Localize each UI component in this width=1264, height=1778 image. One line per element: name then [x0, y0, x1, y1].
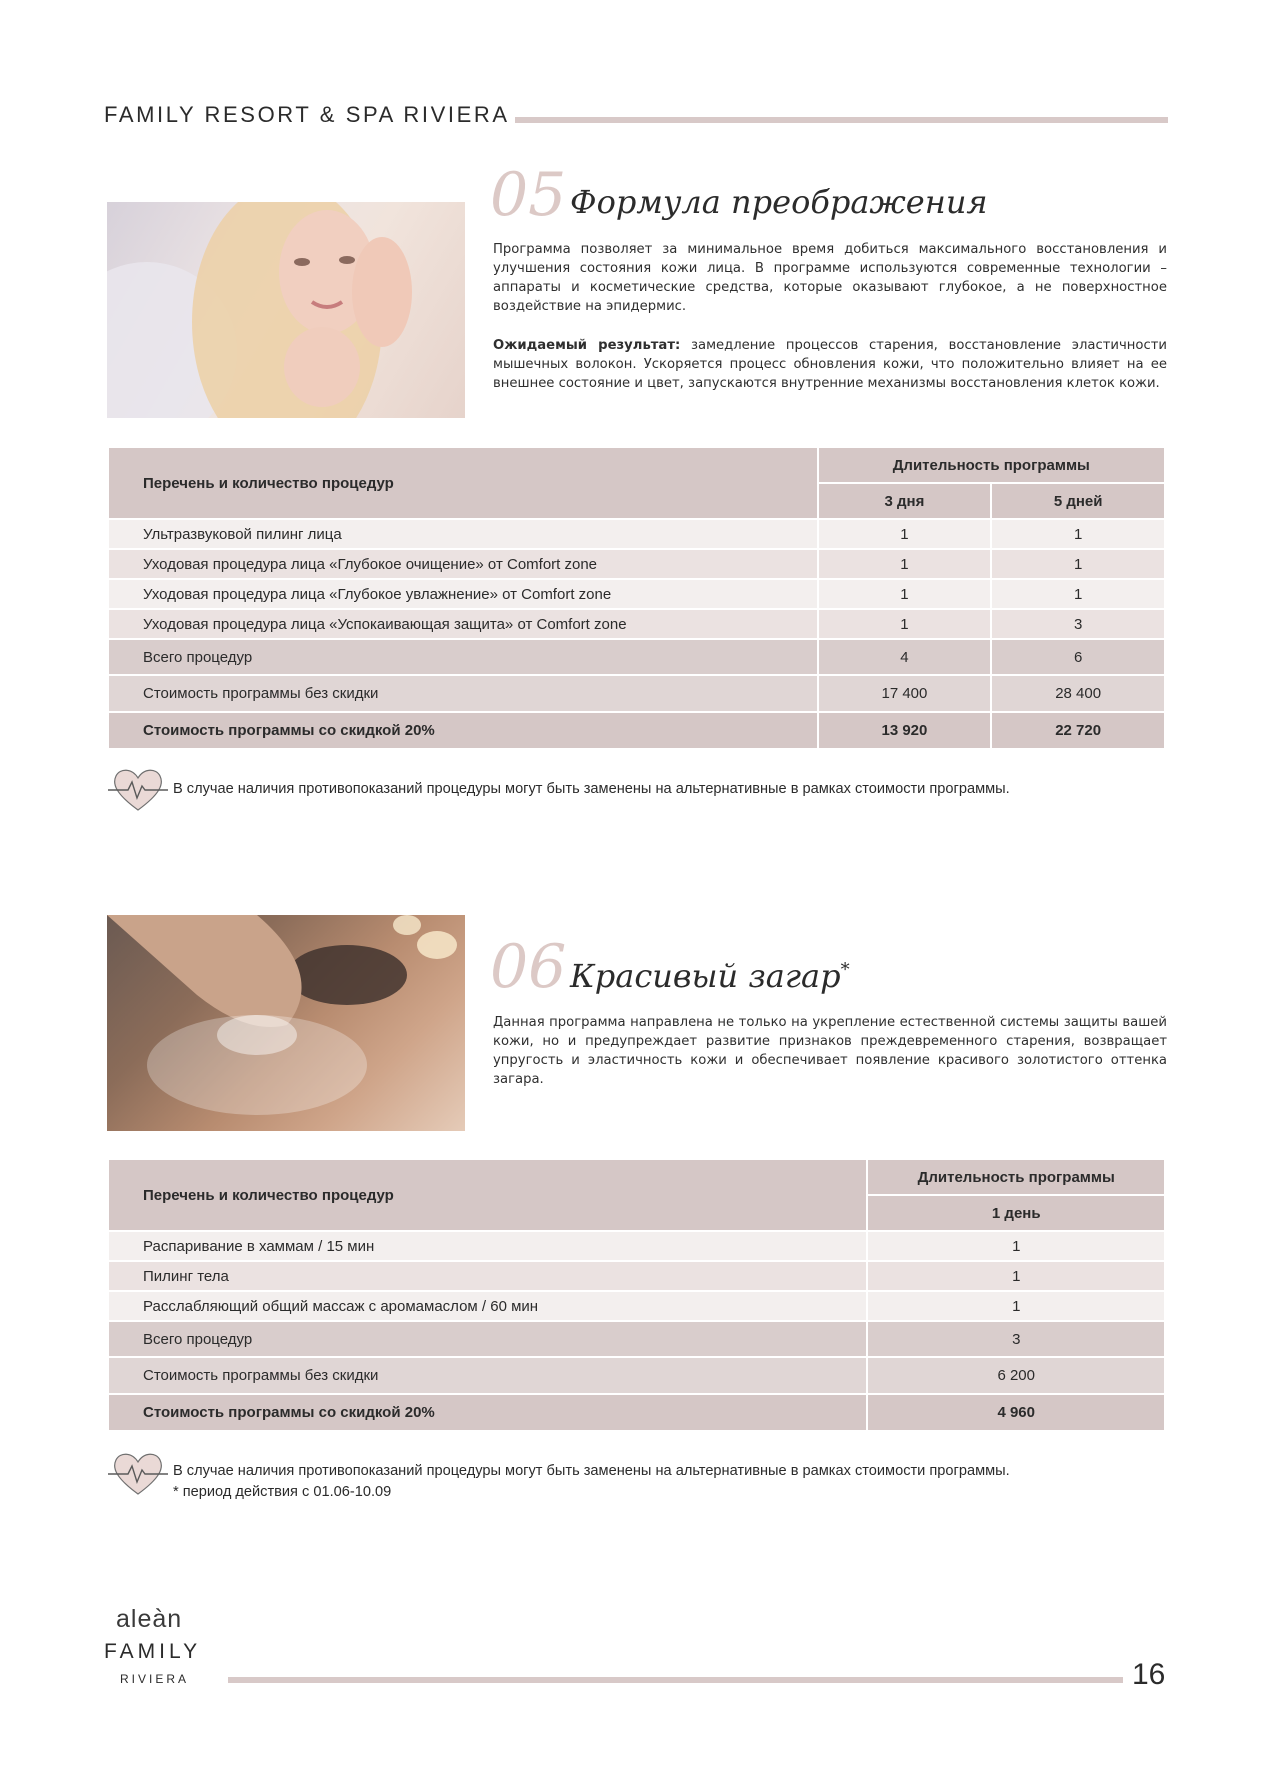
- section-06-title-text: Красивый загар: [570, 957, 841, 995]
- total-row: [108, 639, 1165, 675]
- total-row: [108, 1321, 1165, 1357]
- procedure-name: Распаривание в хаммам / 15 мин: [108, 1231, 867, 1261]
- discount-row: [108, 1394, 1165, 1431]
- salt-scrub-photo: [107, 915, 465, 1131]
- contraindication-note: В случае наличия противопоказаний процедуры могут быть заменены на альтернативные в рамках стоимости программы.: [173, 1463, 1010, 1479]
- total-label: Всего процедур: [108, 1321, 867, 1357]
- procedure-count: 1: [991, 549, 1165, 579]
- procedure-name: Ультразвуковой пилинг лица: [108, 519, 818, 549]
- table-row: [108, 1261, 1165, 1291]
- woman-face-photo: [107, 202, 465, 418]
- price-value: 6 200: [867, 1357, 1165, 1394]
- total-label: Всего процедур: [108, 639, 818, 675]
- total-value: 3: [867, 1321, 1165, 1357]
- table-row: [108, 1291, 1165, 1321]
- duration-header: Длительность программы: [867, 1159, 1165, 1195]
- procedure-name: Пилинг тела: [108, 1261, 867, 1291]
- procedure-name: Расслабляющий общий массаж с аромамаслом / 60 мин: [108, 1291, 867, 1321]
- procedure-count: 3: [991, 609, 1165, 639]
- column-header: 5 дней: [991, 483, 1165, 519]
- result-label: Ожидаемый результат:: [493, 338, 681, 353]
- table-row: [108, 609, 1165, 639]
- table-row: [108, 1231, 1165, 1261]
- procedure-count: 1: [867, 1261, 1165, 1291]
- price-value: 28 400: [991, 675, 1165, 712]
- section-06-description: Данная программа направлена не только на укрепление естественной системы защиты вашей кожи, но и предупреждает развитие признаков преждевременного старения, возвращает упругость и эластичность кожи и обеспечивает появление красивого золотистого оттенка загара.: [493, 1015, 1167, 1087]
- price-row: [108, 1357, 1165, 1394]
- price-label: Стоимость программы без скидки: [108, 1357, 867, 1394]
- section-06-title: [570, 957, 850, 995]
- table-row: [108, 549, 1165, 579]
- logo-alean: aleàn: [116, 1605, 183, 1633]
- result-text: замедление процессов старения, восстановление эластичности мышечных волокон. Ускоряется процесс обновления кожи, что положительно влияет на ее внешнее состояние и цвет, запускаются внутренние механизмы восстановления клеток кожи.: [493, 338, 1167, 391]
- table-row: [108, 579, 1165, 609]
- section-05-number: 05: [490, 160, 567, 230]
- table-row: [108, 519, 1165, 549]
- header-divider: [515, 117, 1168, 123]
- duration-header: Длительность программы: [818, 447, 1165, 483]
- title-asterisk: *: [840, 959, 850, 981]
- logo-riviera: RIVIERA: [120, 1672, 190, 1686]
- procedure-count: 1: [991, 579, 1165, 609]
- procedure-count: 1: [991, 519, 1165, 549]
- total-value: 6: [991, 639, 1165, 675]
- section-06-number: 06: [490, 932, 567, 1002]
- footer-divider: [228, 1677, 1123, 1683]
- discount-value: 4 960: [867, 1394, 1165, 1431]
- total-value: 4: [818, 639, 992, 675]
- procedure-name: Уходовая процедура лица «Успокаивающая защита» от Comfort zone: [108, 609, 818, 639]
- procedure-count: 1: [867, 1231, 1165, 1261]
- contraindication-note: В случае наличия противопоказаний процедуры могут быть заменены на альтернативные в рамках стоимости программы.: [173, 781, 1010, 797]
- procedure-name: Уходовая процедура лица «Глубокое очищение» от Comfort zone: [108, 549, 818, 579]
- column-header: 3 дня: [818, 483, 992, 519]
- discount-row: [108, 712, 1165, 749]
- heart-pulse-icon: [106, 764, 170, 814]
- list-header: Перечень и количество процедур: [108, 447, 818, 519]
- price-label: Стоимость программы без скидки: [108, 675, 818, 712]
- discount-value: 22 720: [991, 712, 1165, 749]
- discount-label: Стоимость программы со скидкой 20%: [108, 712, 818, 749]
- discount-label: Стоимость программы со скидкой 20%: [108, 1394, 867, 1431]
- procedure-count: 1: [867, 1291, 1165, 1321]
- list-header: Перечень и количество процедур: [108, 1159, 867, 1231]
- procedure-count: 1: [818, 519, 992, 549]
- period-note: * период действия с 01.06-10.09: [173, 1484, 392, 1500]
- discount-value: 13 920: [818, 712, 992, 749]
- logo-family: FAMILY: [104, 1640, 202, 1663]
- price-value: 17 400: [818, 675, 992, 712]
- section-06-table: [107, 1158, 1166, 1432]
- price-row: [108, 675, 1165, 712]
- header-title: FAMILY RESORT & SPA RIVIERA: [104, 102, 510, 127]
- procedure-name: Уходовая процедура лица «Глубокое увлажнение» от Comfort zone: [108, 579, 818, 609]
- procedure-count: 1: [818, 609, 992, 639]
- section-05-result: [493, 336, 1167, 393]
- section-05-table: [107, 446, 1166, 750]
- section-05-title: Формула преображения: [570, 183, 988, 221]
- procedure-count: 1: [818, 549, 992, 579]
- page-number: 16: [1132, 1658, 1166, 1691]
- procedure-count: 1: [818, 579, 992, 609]
- column-header: 1 день: [867, 1195, 1165, 1231]
- section-05-description: Программа позволяет за минимальное время добиться максимального восстановления и улучшения состояния кожи лица. В программе используются современные технологии – аппараты и косметические средства, которые оказывают глубокое, а не поверхностное воздействие на эпидермис.: [493, 242, 1167, 314]
- heart-pulse-icon: [106, 1448, 170, 1498]
